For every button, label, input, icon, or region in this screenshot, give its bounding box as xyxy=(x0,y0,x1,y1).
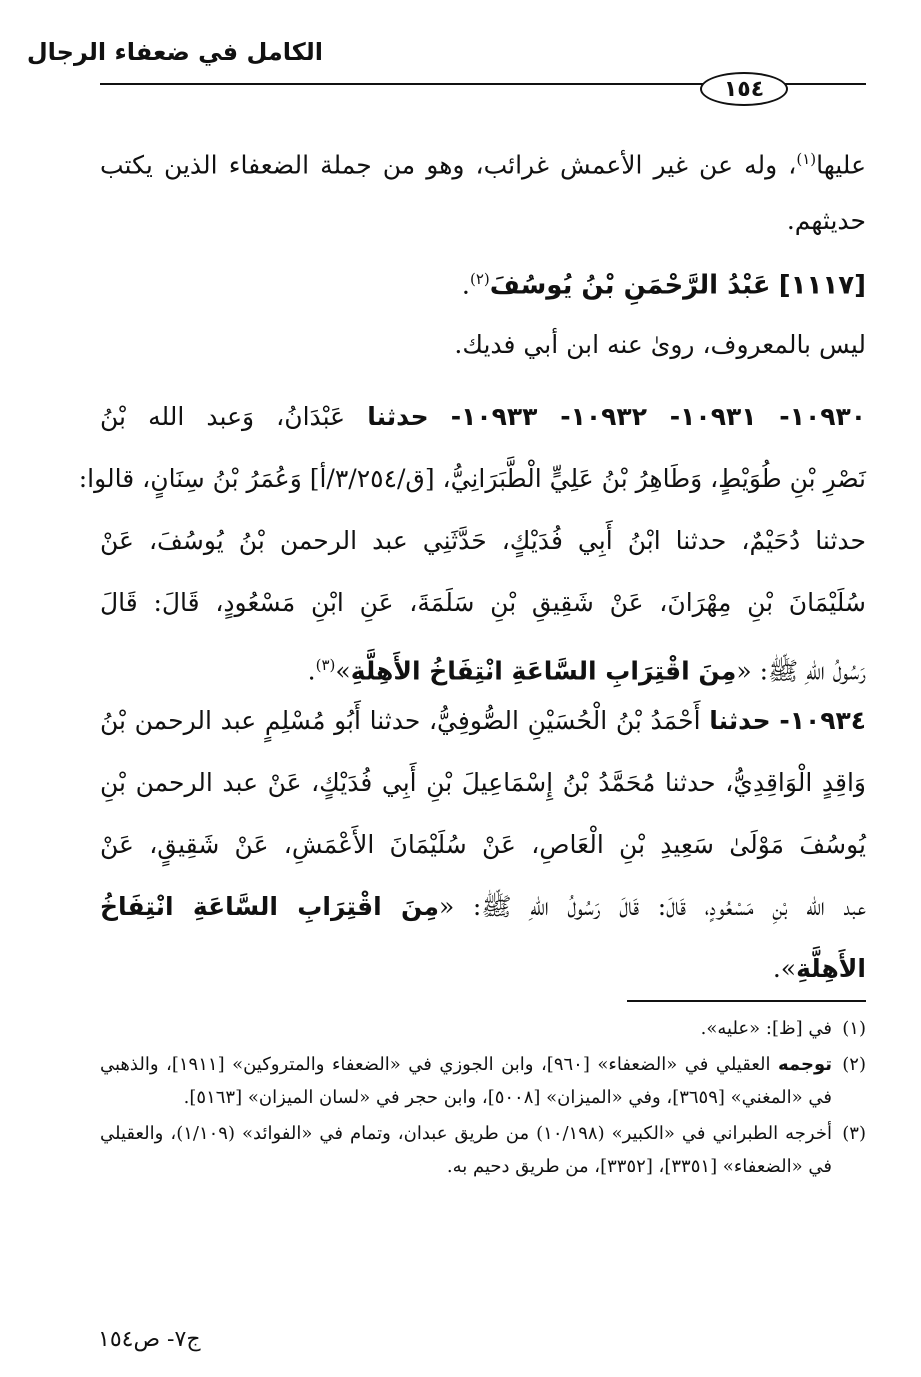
page-number: ١٥٤ xyxy=(700,72,788,106)
hadith2-line-4: عبد الله بْنِ مَسْعُودٍ، قَالَ: قَالَ رَسُولُ اللهِ ﷺ: «مِنَ اقْتِرَابِ السَّاعَةِ انْتِفَاخُ xyxy=(100,892,867,921)
haddathana-label: حدثنا xyxy=(709,706,771,735)
entry-heading: [١١١٧] عَبْدُ الرَّحْمَنِ بْنُ يُوسُفَ$^{(٢)}$. xyxy=(461,270,866,301)
hadith-block-2 xyxy=(100,690,866,1000)
haddathana-label: حدثنا xyxy=(367,402,429,431)
footnote-item xyxy=(100,1048,866,1114)
hadith-matn: مِنَ اقْتِرَابِ السَّاعَةِ انْتِفَاخُ الأَهِلَّةِ xyxy=(350,656,737,686)
hadith-number: ١٠٩٣٤- xyxy=(779,706,866,735)
footnote-ref-3: (٣) xyxy=(315,656,336,674)
footnote-number: (٣) xyxy=(842,1123,866,1144)
hadith1-line-1: ١٠٩٣٠- ١٠٩٣١- ١٠٩٣٢- ١٠٩٣٣- حدثنا عَبْدَانُ، وَعبد الله بْنُ xyxy=(100,402,866,431)
volume-page-reference: ج٧- ص١٥٤ xyxy=(98,1327,201,1352)
hadith-matn: مِنَ اقْتِرَابِ السَّاعَةِ انْتِفَاخُ xyxy=(100,892,440,921)
footnote-number: (٢) xyxy=(842,1054,866,1075)
hadith2-line-1: ١٠٩٣٤- حدثنا أَحْمَدُ بْنُ الْحُسَيْنِ الصُّوفِيُّ، حدثنا أَبُو مُسْلِمٍ عبد الرحمن بْنُ xyxy=(100,706,866,735)
running-title: الكامل في ضعفاء الرجال xyxy=(26,38,323,66)
hadith-matn-end: الأَهِلَّةِ xyxy=(796,954,866,983)
hadith1-line-5: رَسُولُ اللهِ ﷺ: «مِنَ اقْتِرَابِ السَّاعَةِ انْتِفَاخُ الأَهِلَّةِ»$^{(٣)}$. xyxy=(307,656,866,686)
footnote-text: في [ظ]: «عليه». xyxy=(700,1018,832,1039)
intro-paragraph xyxy=(100,128,866,252)
hadith1-line-3: حدثنا دُحَيْمٌ، حدثنا ابْنُ أَبِي فُدَيْكٍ، حَدَّثَنِي عبد الرحمن بْنُ يُوسُفَ، عَنْ xyxy=(100,526,866,555)
entry-number: [١١١٧] xyxy=(778,270,866,301)
hadith2-line-3: يُوسُفَ مَوْلَىٰ سَعِيدِ بْنِ الْعَاصِ، عَنْ سُلَيْمَانَ الأَعْمَشِ، عَنْ شَقِيقٍ، عَنْ xyxy=(100,830,866,859)
hadith-numbers: ١٠٩٣٠- ١٠٩٣١- ١٠٩٣٢- ١٠٩٣٣- xyxy=(450,402,866,431)
footnote-ref-1: (١) xyxy=(796,150,817,168)
footnote-item xyxy=(100,1012,866,1045)
footnote-number: (١) xyxy=(842,1018,866,1039)
intro-line-2: حديثهم. xyxy=(786,206,866,235)
entry-name: عَبْدُ الرَّحْمَنِ بْنُ يُوسُفَ xyxy=(489,270,771,301)
footnote-text: أخرجه الطبراني في «الكبير» (١٠/١٩٨) من طريق عبدان، وتمام في «الفوائد» (١/١٠٩)، والعقيلي في «الضعفاء» [٣٣٥١]، [٣٣٥٢]، من طريق دحيم به. xyxy=(100,1123,832,1177)
hadith1-line-4: سُلَيْمَانَ بْنِ مِهْرَانَ، عَنْ شَقِيقِ بْنِ سَلَمَةَ، عَنِ ابْنِ مَسْعُودٍ، قَالَ: قَالَ xyxy=(100,588,866,617)
intro-line-1: عليها$^{(١)}$، وله عن غير الأعمش غرائب، وهو من جملة الضعفاء الذين يكتب xyxy=(100,150,866,180)
hadith2-line-5: الأَهِلَّةِ». xyxy=(772,954,866,983)
footnote-rule xyxy=(627,1000,866,1002)
hadith1-line-2: نَصْرِ بْنِ طُوَيْطٍ، وَطَاهِرُ بْنُ عَلِيٍّ الْطَّبَرَانِيُّ، [ق/٣/٢٥٤/أ] وَعُمَرُ بْنُ سِنَانٍ، قالوا: xyxy=(78,464,866,493)
footnote-item xyxy=(100,1117,866,1183)
footnotes xyxy=(100,1012,866,1186)
footnote-ref-2: (٢) xyxy=(469,270,490,288)
footnote-text: توجمه العقيلي في «الضعفاء» [٩٦٠]، وابن الجوزي في «الضعفاء والمتروكين» [١٩١١]، والذهبي في «المغني» [٣٦٥٩]، وفي «الميزان» [٥٠٠٨]، وابن حجر في «لسان الميزان» [٥١٦٣]. xyxy=(100,1054,832,1108)
hadith-block-1 xyxy=(78,386,866,696)
hadith2-line-2: وَاقِدٍ الْوَاقِدِيُّ، حدثنا مُحَمَّدُ بْنُ إِسْمَاعِيلَ بْنِ أَبِي فُدَيْكٍ، عَنْ عبد الرحمن بْنِ xyxy=(100,768,866,797)
entry-note: ليس بالمعروف، روىٰ عنه ابن أبي فديك. xyxy=(454,330,866,359)
